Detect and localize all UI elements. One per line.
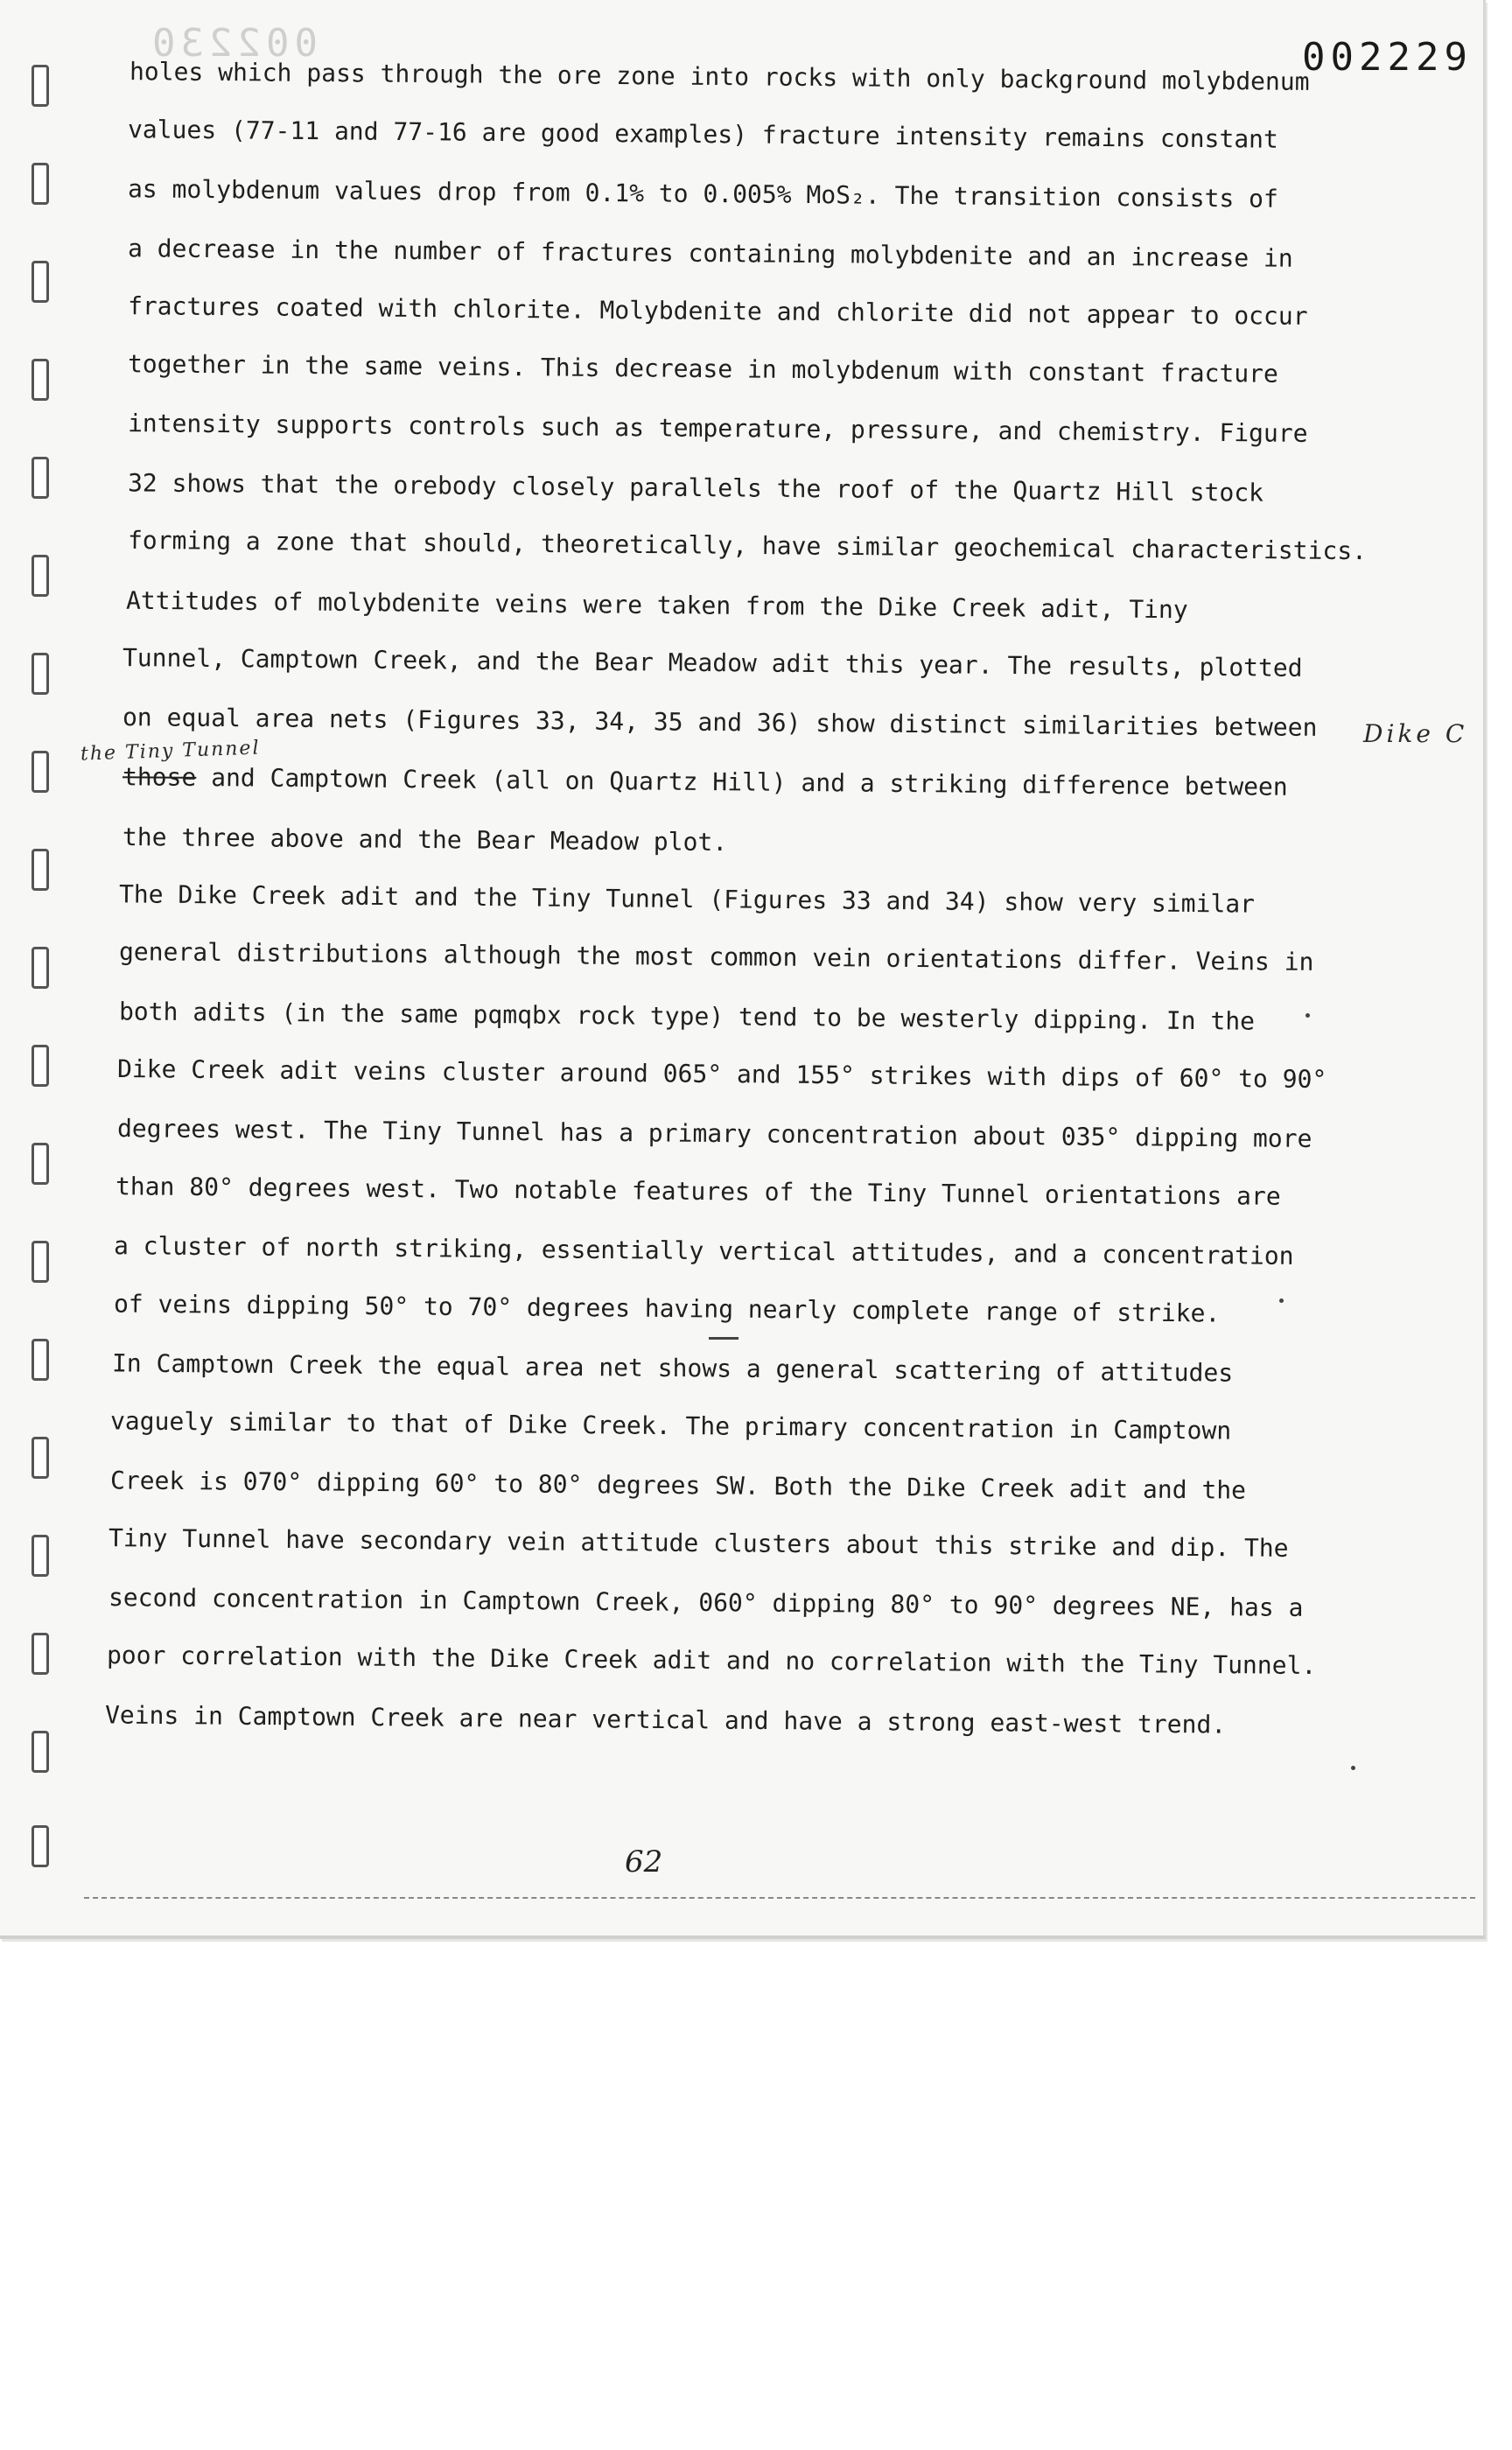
text-line: a decrease in the number of fractures containing molybdenite and an increase in bbox=[127, 234, 1293, 273]
binder-hole bbox=[32, 457, 49, 499]
text-line: The Dike Creek adit and the Tiny Tunnel (Figures 33 and 34) show very similar bbox=[118, 879, 1256, 919]
binder-hole bbox=[32, 555, 49, 597]
text-line: values (77-11 and 77-16 are good examples) fracture intensity remains constant bbox=[127, 115, 1279, 154]
text-line: the three above and the Bear Meadow plot. bbox=[122, 822, 728, 858]
text-line bbox=[122, 761, 1288, 803]
page-number: 002229 bbox=[1302, 35, 1473, 80]
binder-hole bbox=[32, 1339, 49, 1381]
text-line: Attitudes of molybdenite veins were taken from the Dike Creek adit, Tiny bbox=[125, 585, 1188, 625]
stray-mark bbox=[1279, 1298, 1284, 1303]
text-line: Tiny Tunnel have secondary vein attitude clusters about this strike and dip. The bbox=[108, 1523, 1289, 1563]
binder-hole bbox=[32, 359, 49, 401]
binder-hole bbox=[32, 1535, 49, 1577]
text-line: as molybdenum values drop from 0.1% to 0.005% MoS₂. The transition consists of bbox=[127, 174, 1279, 214]
binder-hole bbox=[32, 947, 49, 989]
text-line: both adits (in the same pqmqbx rock type) tend to be westerly dipping. In the bbox=[118, 997, 1256, 1036]
binder-hole bbox=[32, 1143, 49, 1185]
interlinear-note: the Tiny Tunnel bbox=[80, 737, 261, 766]
binder-hole bbox=[32, 653, 49, 695]
stray-mark bbox=[1306, 1013, 1310, 1018]
binder-hole bbox=[32, 163, 49, 205]
text-line: Veins in Camptown Creek are near vertical and have a strong east-west trend. bbox=[104, 1700, 1227, 1740]
text-line: Creek is 070° dipping 60° to 80° degrees SW. Both the Dike Creek adit and the bbox=[109, 1466, 1247, 1505]
text-line: 32 shows that the orebody closely parallels the roof of the Quartz Hill stock bbox=[127, 468, 1264, 508]
binder-hole bbox=[32, 1731, 49, 1773]
text-line: degrees west. The Tiny Tunnel has a primary concentration about 035° dipping more bbox=[116, 1114, 1312, 1153]
margin-note: Dike C bbox=[1363, 719, 1468, 748]
binder-hole bbox=[32, 1241, 49, 1283]
stray-mark bbox=[1351, 1766, 1355, 1770]
footer-page-number: 62 bbox=[625, 1844, 663, 1880]
text-line: intensity supports controls such as temperature, pressure, and chemistry. Figure bbox=[127, 409, 1308, 448]
stray-mark bbox=[709, 1337, 738, 1340]
binder-hole bbox=[32, 849, 49, 891]
binder-hole bbox=[32, 261, 49, 303]
text-line: general distributions although the most common vein orientations differ. Veins in bbox=[118, 937, 1314, 976]
bottom-edge-line bbox=[84, 1897, 1475, 1899]
text-line: holes which pass through the ore zone into rocks with only background molybdenum bbox=[129, 57, 1310, 96]
text-line: In Camptown Creek the equal area net shows a general scattering of attitudes bbox=[111, 1348, 1234, 1388]
bleed-through-page-number: 002230 bbox=[147, 21, 318, 66]
text-line: of veins dipping 50° to 70° degrees having nearly complete range of strike. bbox=[113, 1289, 1221, 1328]
binder-hole bbox=[32, 65, 49, 107]
text-line: fractures coated with chlorite. Molybdenite and chlorite did not appear to occur bbox=[127, 291, 1308, 331]
text-line: second concentration in Camptown Creek, 060° dipping 80° to 90° degrees NE, has a bbox=[108, 1583, 1304, 1622]
text-line: Dike Creek adit veins cluster around 065° and 155° strikes with dips of 60° to 90° bbox=[116, 1054, 1327, 1095]
binder-hole bbox=[32, 751, 49, 793]
text-line: poor correlation with the Dike Creek adit and no correlation with the Tiny Tunnel. bbox=[106, 1640, 1317, 1681]
text-line: Tunnel, Camptown Creek, and the Bear Meadow adit this year. The results, plotted bbox=[122, 643, 1303, 682]
text-line: on equal area nets (Figures 33, 34, 35 and 36) show distinct similarities between bbox=[122, 703, 1318, 742]
text-line: a cluster of north striking, essentially vertical attitudes, and a concentration bbox=[113, 1231, 1294, 1270]
binder-hole bbox=[32, 1437, 49, 1479]
binder-hole bbox=[32, 1633, 49, 1675]
struck-word: those bbox=[122, 762, 197, 792]
binder-hole bbox=[32, 1045, 49, 1087]
text-line: together in the same veins. This decrease in molybdenum with constant fracture bbox=[127, 349, 1279, 388]
text-line: forming a zone that should, theoretically, have similar geochemical characteristics. bbox=[127, 525, 1368, 566]
text-line: than 80° degrees west. Two notable features of the Tiny Tunnel orientations are bbox=[115, 1172, 1281, 1211]
text-line-fragment: and Camptown Creek (all on Quartz Hill) and a striking difference between bbox=[196, 762, 1288, 802]
text-line: vaguely similar to that of Dike Creek. The primary concentration in Camptown bbox=[109, 1406, 1232, 1446]
binder-hole bbox=[32, 1825, 49, 1867]
